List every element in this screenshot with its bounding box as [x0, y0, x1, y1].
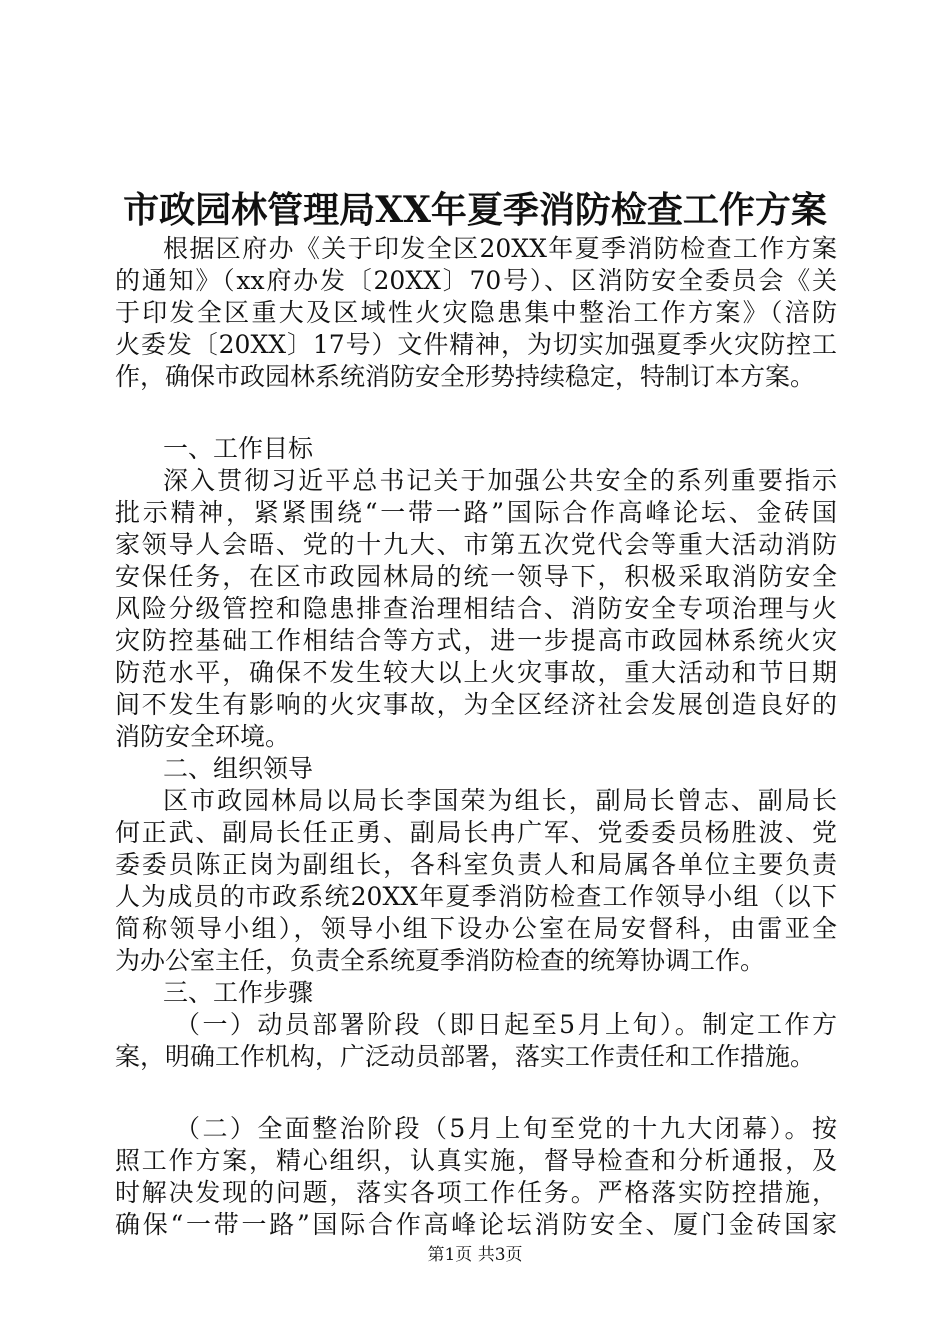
text-line: 安保任务，在区市政园林局的统一领导下，积极采取消防安全: [115, 562, 837, 591]
text-line: 作，确保市政园林系统消防安全形势持续稳定，特制订本方案。: [115, 362, 816, 391]
text-line: 的通知》（xx府办发〔20XX〕70号）、区消防安全委员会《关: [115, 266, 837, 295]
text-line: 三、工作步骤: [163, 978, 314, 1007]
text-line: 二、组织领导: [163, 754, 314, 783]
document-body: [115, 233, 837, 1241]
text-line: 时解决发现的问题，落实各项工作任务。严格落实防控措施，: [115, 1178, 837, 1207]
text-line: 区市政园林局以局长李国荣为组长，副局长曾志、副局长: [163, 786, 837, 815]
text-line: 照工作方案，精心组织，认真实施，督导检查和分析通报，及: [115, 1146, 837, 1175]
text-line: 灾防控基础工作相结合等方式，进一步提高市政园林系统火灾: [115, 626, 837, 655]
text-line: 根据区府办《关于印发全区20XX年夏季消防检查工作方案: [163, 234, 837, 263]
text-line: 为办公室主任，负责全系统夏季消防检查的统筹协调工作。: [115, 946, 766, 975]
text-line: 风险分级管控和隐患排查治理相结合、消防安全专项治理与火: [115, 594, 837, 623]
text-line: 确保“一带一路”国际合作高峰论坛消防安全、厦门金砖国家: [115, 1210, 837, 1239]
text-line: 深入贯彻习近平总书记关于加强公共安全的系列重要指示: [163, 466, 837, 495]
text-line: 简称领导小组），领导小组下设办公室在局安督科，由雷亚全: [115, 914, 837, 943]
page-footer: 第1页 共3页: [427, 1245, 523, 1265]
paragraph-gap: [115, 393, 837, 433]
text-line: 于印发全区重大及区域性火灾隐患集中整治工作方案》（涪防: [115, 298, 837, 327]
text-line: 消防安全环境。: [115, 722, 291, 751]
text-line: 何正武、副局长任正勇、副局长冉广军、党委委员杨胜波、党: [115, 818, 837, 847]
text-line: 委委员陈正岗为副组长，各科室负责人和局属各单位主要负责: [115, 850, 837, 879]
paragraph-gap: [115, 1073, 837, 1113]
text-line: 火委发〔20XX〕17号）文件精神，为切实加强夏季火灾防控工: [115, 330, 837, 359]
text-line: 人为成员的市政系统20XX年夏季消防检查工作领导小组（以下: [115, 882, 837, 911]
document-title: 市政园林管理局XX年夏季消防检查工作方案: [123, 189, 827, 231]
text-line: 间不发生有影响的火灾事故，为全区经济社会发展创造良好的: [115, 690, 837, 719]
text-line: 防范水平，确保不发生较大以上火灾事故，重大活动和节日期: [115, 658, 837, 687]
text-line: 案，明确工作机构，广泛动员部署，落实工作责任和工作措施。: [115, 1042, 816, 1071]
text-line: （二）全面整治阶段（5月上旬至党的十九大闭幕）。按: [175, 1114, 837, 1143]
text-line: 家领导人会晤、党的十九大、市第五次党代会等重大活动消防: [115, 530, 837, 559]
text-line: （一）动员部署阶段（即日起至5月上旬）。制定工作方: [175, 1010, 837, 1039]
text-line: 一、工作目标: [163, 434, 314, 463]
text-line: 批示精神，紧紧围绕“一带一路”国际合作高峰论坛、金砖国: [115, 498, 837, 527]
